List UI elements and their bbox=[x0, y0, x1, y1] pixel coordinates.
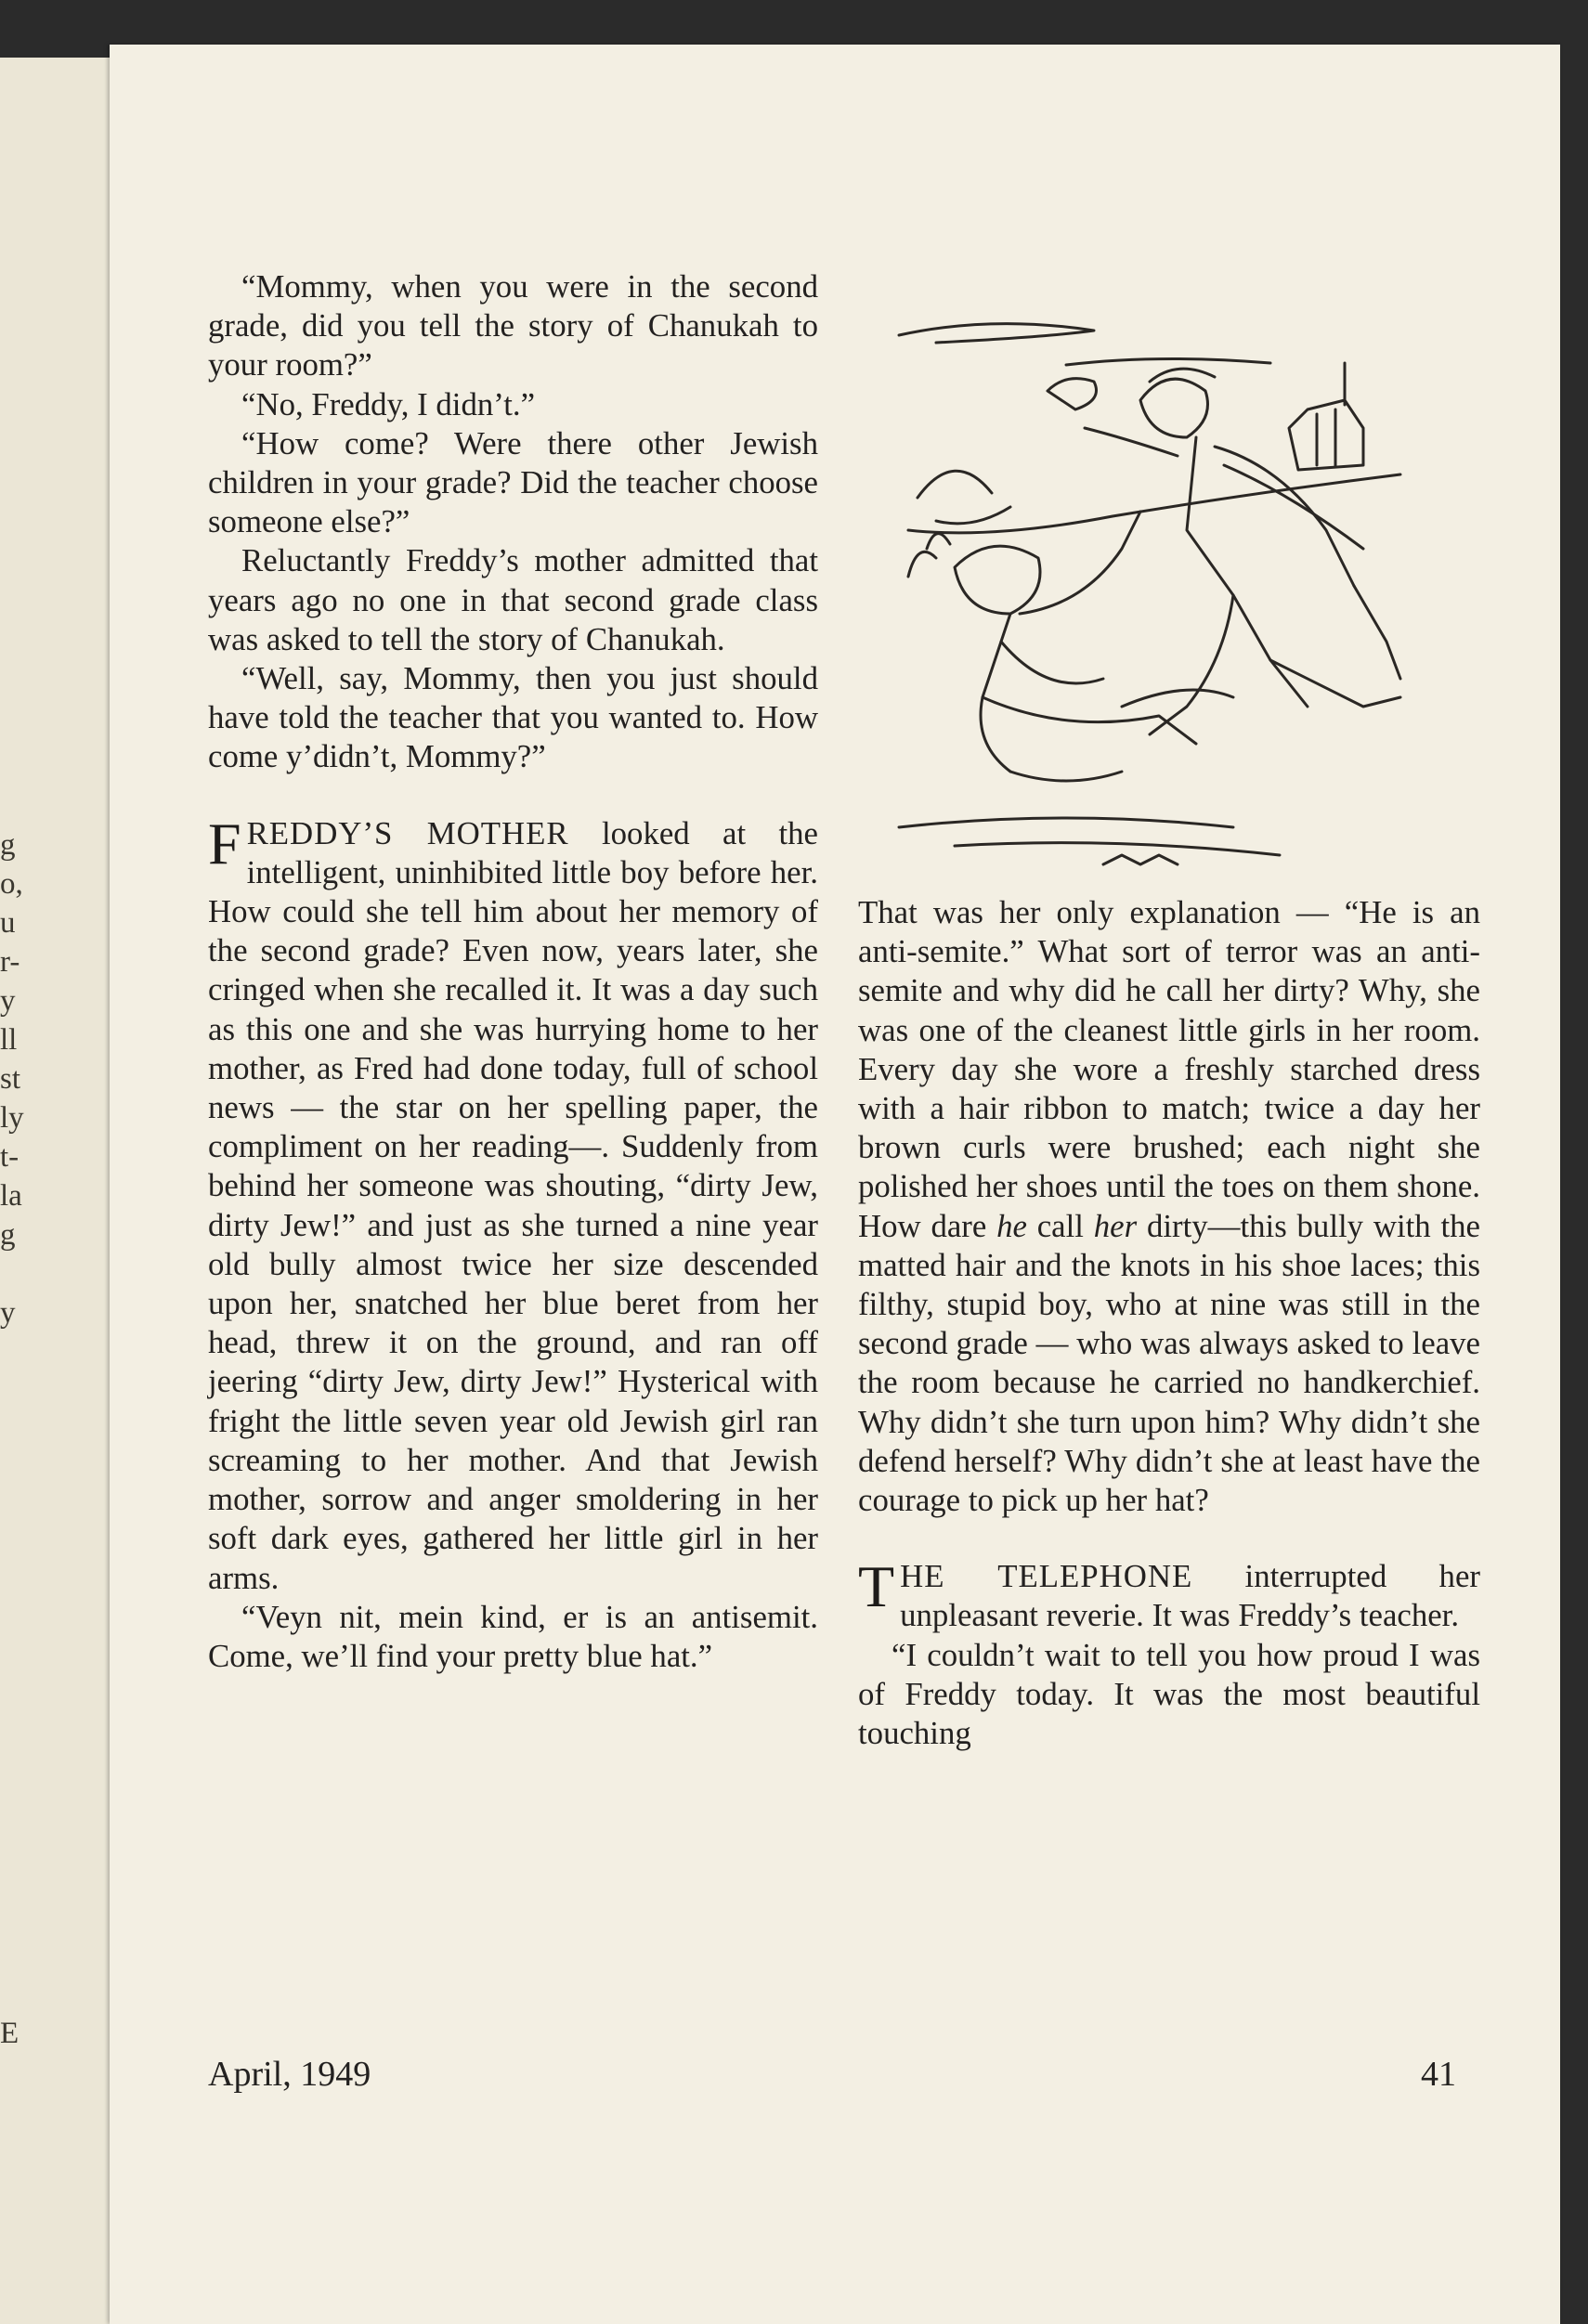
margin-fragment: st bbox=[0, 1062, 21, 1096]
paragraph: “I couldn’t wait to tell you how proud I was of Freddy today. It was the most beautiful touching bbox=[858, 1636, 1480, 1752]
paragraph: “No, Freddy, I didn’t.” bbox=[241, 385, 536, 422]
paragraph: “How come? Were there other Jewish children in your grade? Did the teacher choose someone else?” bbox=[208, 424, 818, 540]
margin-fragment: y bbox=[0, 984, 16, 1018]
issue-date: April, 1949 bbox=[208, 2055, 371, 2094]
margin-fragment: o, bbox=[0, 867, 23, 901]
margin-fragment: E bbox=[0, 2017, 20, 2050]
page-number: 41 bbox=[1421, 2055, 1456, 2094]
adjacent-page-edge bbox=[0, 58, 112, 2324]
margin-fragment: g bbox=[0, 1218, 16, 1252]
paragraph: “Mommy, when you were in the second grade, did you tell the story of Chanukah to your room?” bbox=[208, 268, 818, 383]
margin-fragment: ly bbox=[0, 1101, 24, 1135]
section-paragraph bbox=[858, 1553, 1480, 1635]
drop-cap: F bbox=[208, 810, 241, 876]
margin-fragment: y bbox=[0, 1296, 16, 1330]
emphasis: her bbox=[1093, 1207, 1138, 1244]
paragraph-text: looked at the intelligent, uninhibited little boy before her. How could she tell him about her memory of the second grade? Even now, years later, she cringed when she recalled it. It was a day such as this one and she was hurrying home to her mother, as Fred had done today, full of school news — the star on her spelling paper, the compliment on her reading—. Suddenly from behind her someone was shouting, “dirty Jew, dirty Jew!” and just as she turned a nine year old bully almost twice her size descended upon her, snatched her blue beret from her head, threw it on the ground, and ran off jeering “dirty Jew, dirty Jew!” Hysterical with fright the little seven year old Jewish girl ran screaming to her mother. And that Jewish mother, sorrow and anger smoldering in her soft dark eyes, gathered her little girl in her arms. bbox=[208, 814, 818, 1596]
section-paragraph bbox=[208, 810, 818, 1598]
drop-cap: T bbox=[858, 1553, 895, 1620]
paragraph-text: interrupted her unpleasant reverie. It was Freddy’s teacher. bbox=[900, 1558, 1480, 1634]
story-illustration bbox=[880, 307, 1475, 874]
text-column-right bbox=[858, 893, 1480, 1753]
lead-in: HE TELEPHONE bbox=[900, 1558, 1193, 1595]
paragraph: “Well, say, Mommy, then you just should have told the teacher that you wanted to. How come y’didn’t, Mommy?” bbox=[208, 660, 818, 775]
emphasis: he bbox=[996, 1207, 1027, 1244]
margin-fragment: g bbox=[0, 828, 16, 862]
paragraph: Reluctantly Freddy’s mother admitted that years ago no one in that second grade class was asked to tell the story of Chanukah. bbox=[208, 542, 818, 657]
margin-fragment: t- bbox=[0, 1140, 20, 1174]
magazine-page bbox=[110, 45, 1560, 2324]
margin-fragment: ll bbox=[0, 1023, 18, 1057]
margin-fragment: la bbox=[0, 1179, 22, 1213]
paragraph: “Veyn nit, mein kind, er is an antisemit. Come, we’ll find your pretty blue hat.” bbox=[208, 1598, 818, 1674]
text-column-left bbox=[208, 267, 818, 1676]
paragraph: That was her only explanation — “He is an anti-semite.” What sort of terror was an anti-semite and why did he call her dirty? Why, she was one of the cleanest little girls in her room. Every day she wore a freshly starched dress with a hair ribbon to match; twice a day her brown curls were brushed; each night she polished her shoes until the toes on them shone. How dare he call her dirty—this bully with the matted hair and the knots in his shoe laces; this filthy, stupid boy, who at nine was still in the second grade — who was always asked to leave the room because he carried no handkerchief. Why didn’t she turn upon him? Why didn’t she defend herself? Why didn’t she at least have the courage to pick up her hat? bbox=[858, 894, 1481, 1519]
lead-in: REDDY’S MOTHER bbox=[246, 814, 569, 851]
margin-fragment: u bbox=[0, 906, 16, 940]
margin-fragment: r- bbox=[0, 945, 20, 979]
